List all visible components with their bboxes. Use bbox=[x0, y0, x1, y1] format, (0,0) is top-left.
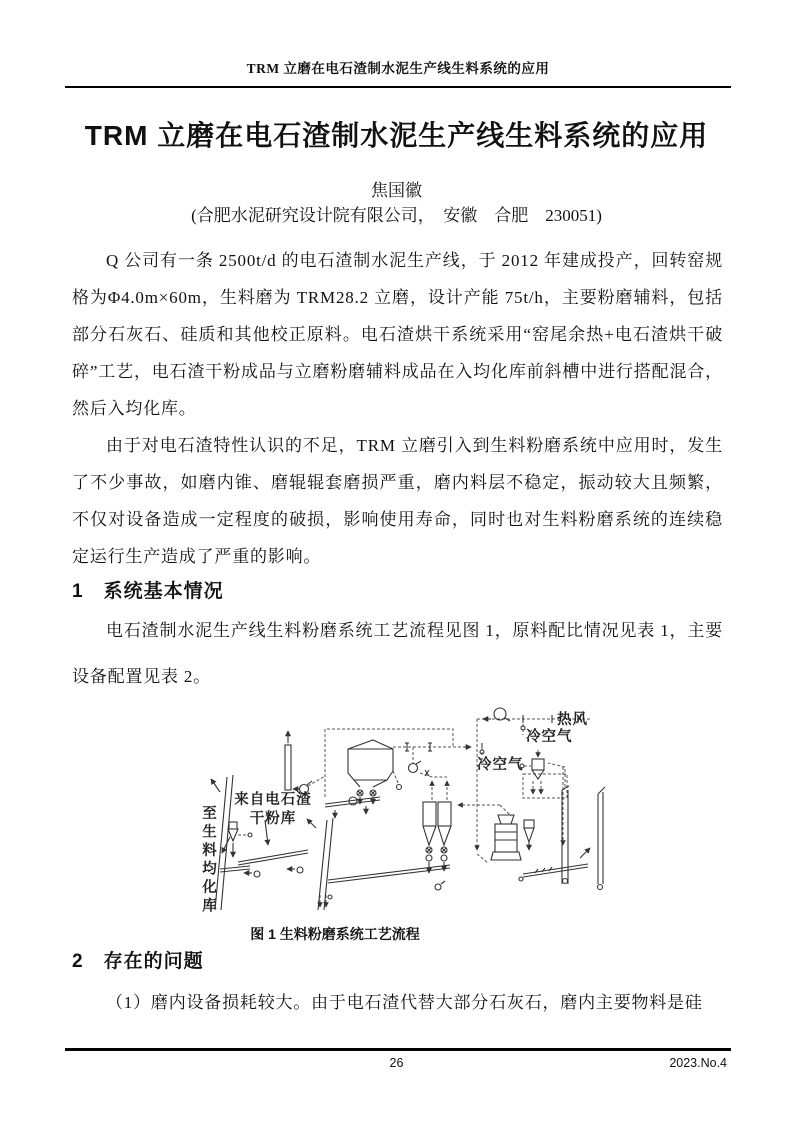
mill-air-slide bbox=[519, 848, 590, 881]
section-1-heading: 1 系统基本情况 bbox=[72, 581, 224, 602]
cyclone-separators bbox=[423, 802, 451, 873]
footer-rule bbox=[65, 1048, 731, 1051]
intro-paragraph-2: 由于对电石渣特性认识的不足，TRM 立磨引入到生料粉磨系统中应用时，发生了不少事故，如磨内锥、磨辊辊套磨损严重，磨内料层不稳定，振动较大且频繁，不仅对设备造成一定程度的破损，影响使用寿命，同时也对生料粉磨系统的连续稳定运行生产造成了严重的影响。 bbox=[72, 436, 723, 566]
figure-caption: 图 1 生料粉磨系统工艺流程 bbox=[250, 926, 420, 942]
exhaust-stack bbox=[285, 731, 312, 794]
cold-air-label-top: 冷空气 bbox=[526, 729, 573, 745]
figure-1 bbox=[180, 697, 690, 949]
hot-air-label: 热风 bbox=[557, 712, 588, 728]
intro-paragraph-1: Q 公司有一条 2500t/d 的电石渣制水泥生产线，于 2012 年建成投产，回转窑规格为Φ4.0m×60m，生料磨为 TRM28.2 立磨，设计产能 75t/h，主要粉磨辅料，包括部分石灰石、硅质和其他校正原料。电石渣烘干系统采用“窑尾余热+电石渣烘干破碎”工艺，电石渣干粉成品与立磨粉磨辅料成品在入均化库前斜槽中进行搭配混合，然后入均化库。 bbox=[72, 251, 723, 418]
section-2-paragraph: （1）磨内设备损耗较大。由于电石渣代替大部分石灰石，磨内主要物料是硅 bbox=[106, 993, 703, 1012]
author-name: 焦国徽 bbox=[371, 181, 422, 200]
vertical-mill bbox=[491, 815, 521, 860]
main-air-slide bbox=[328, 865, 450, 890]
mill-cyclone bbox=[524, 820, 534, 850]
from-carbide-silo-line2: 干粉库 bbox=[249, 811, 297, 827]
article-title: TRM 立磨在电石渣制水泥生产线生料系统的应用 bbox=[84, 120, 709, 151]
section-2-heading: 2 存在的问题 bbox=[72, 951, 204, 972]
circulating-fan bbox=[409, 761, 430, 776]
from-carbide-silo-label bbox=[230, 791, 316, 829]
section-1-paragraph: 电石渣制水泥生产线生料粉磨系统工艺流程见图 1，原料配比情况见表 1，主要设备配置见表 2。 bbox=[72, 621, 723, 686]
from-carbide-silo-line1: 来自电石渣 bbox=[234, 792, 312, 808]
right-elevator bbox=[598, 787, 606, 890]
issue-label: 2023.No.4 bbox=[669, 1056, 727, 1070]
page-number: 26 bbox=[389, 1056, 404, 1070]
bag-filter-air-slide bbox=[325, 797, 380, 818]
author-affiliation: (合肥水泥研究设计院有限公司， 安徽 合肥 230051) bbox=[191, 206, 602, 225]
hot-air-blower bbox=[483, 708, 510, 721]
to-homogenizing-silo-label: 至生料均化库 bbox=[200, 805, 216, 916]
running-header: TRM 立磨在电石渣制水泥生产线生料系统的应用 bbox=[65, 57, 731, 88]
cold-air-label-mid: 冷空气 bbox=[477, 757, 524, 773]
